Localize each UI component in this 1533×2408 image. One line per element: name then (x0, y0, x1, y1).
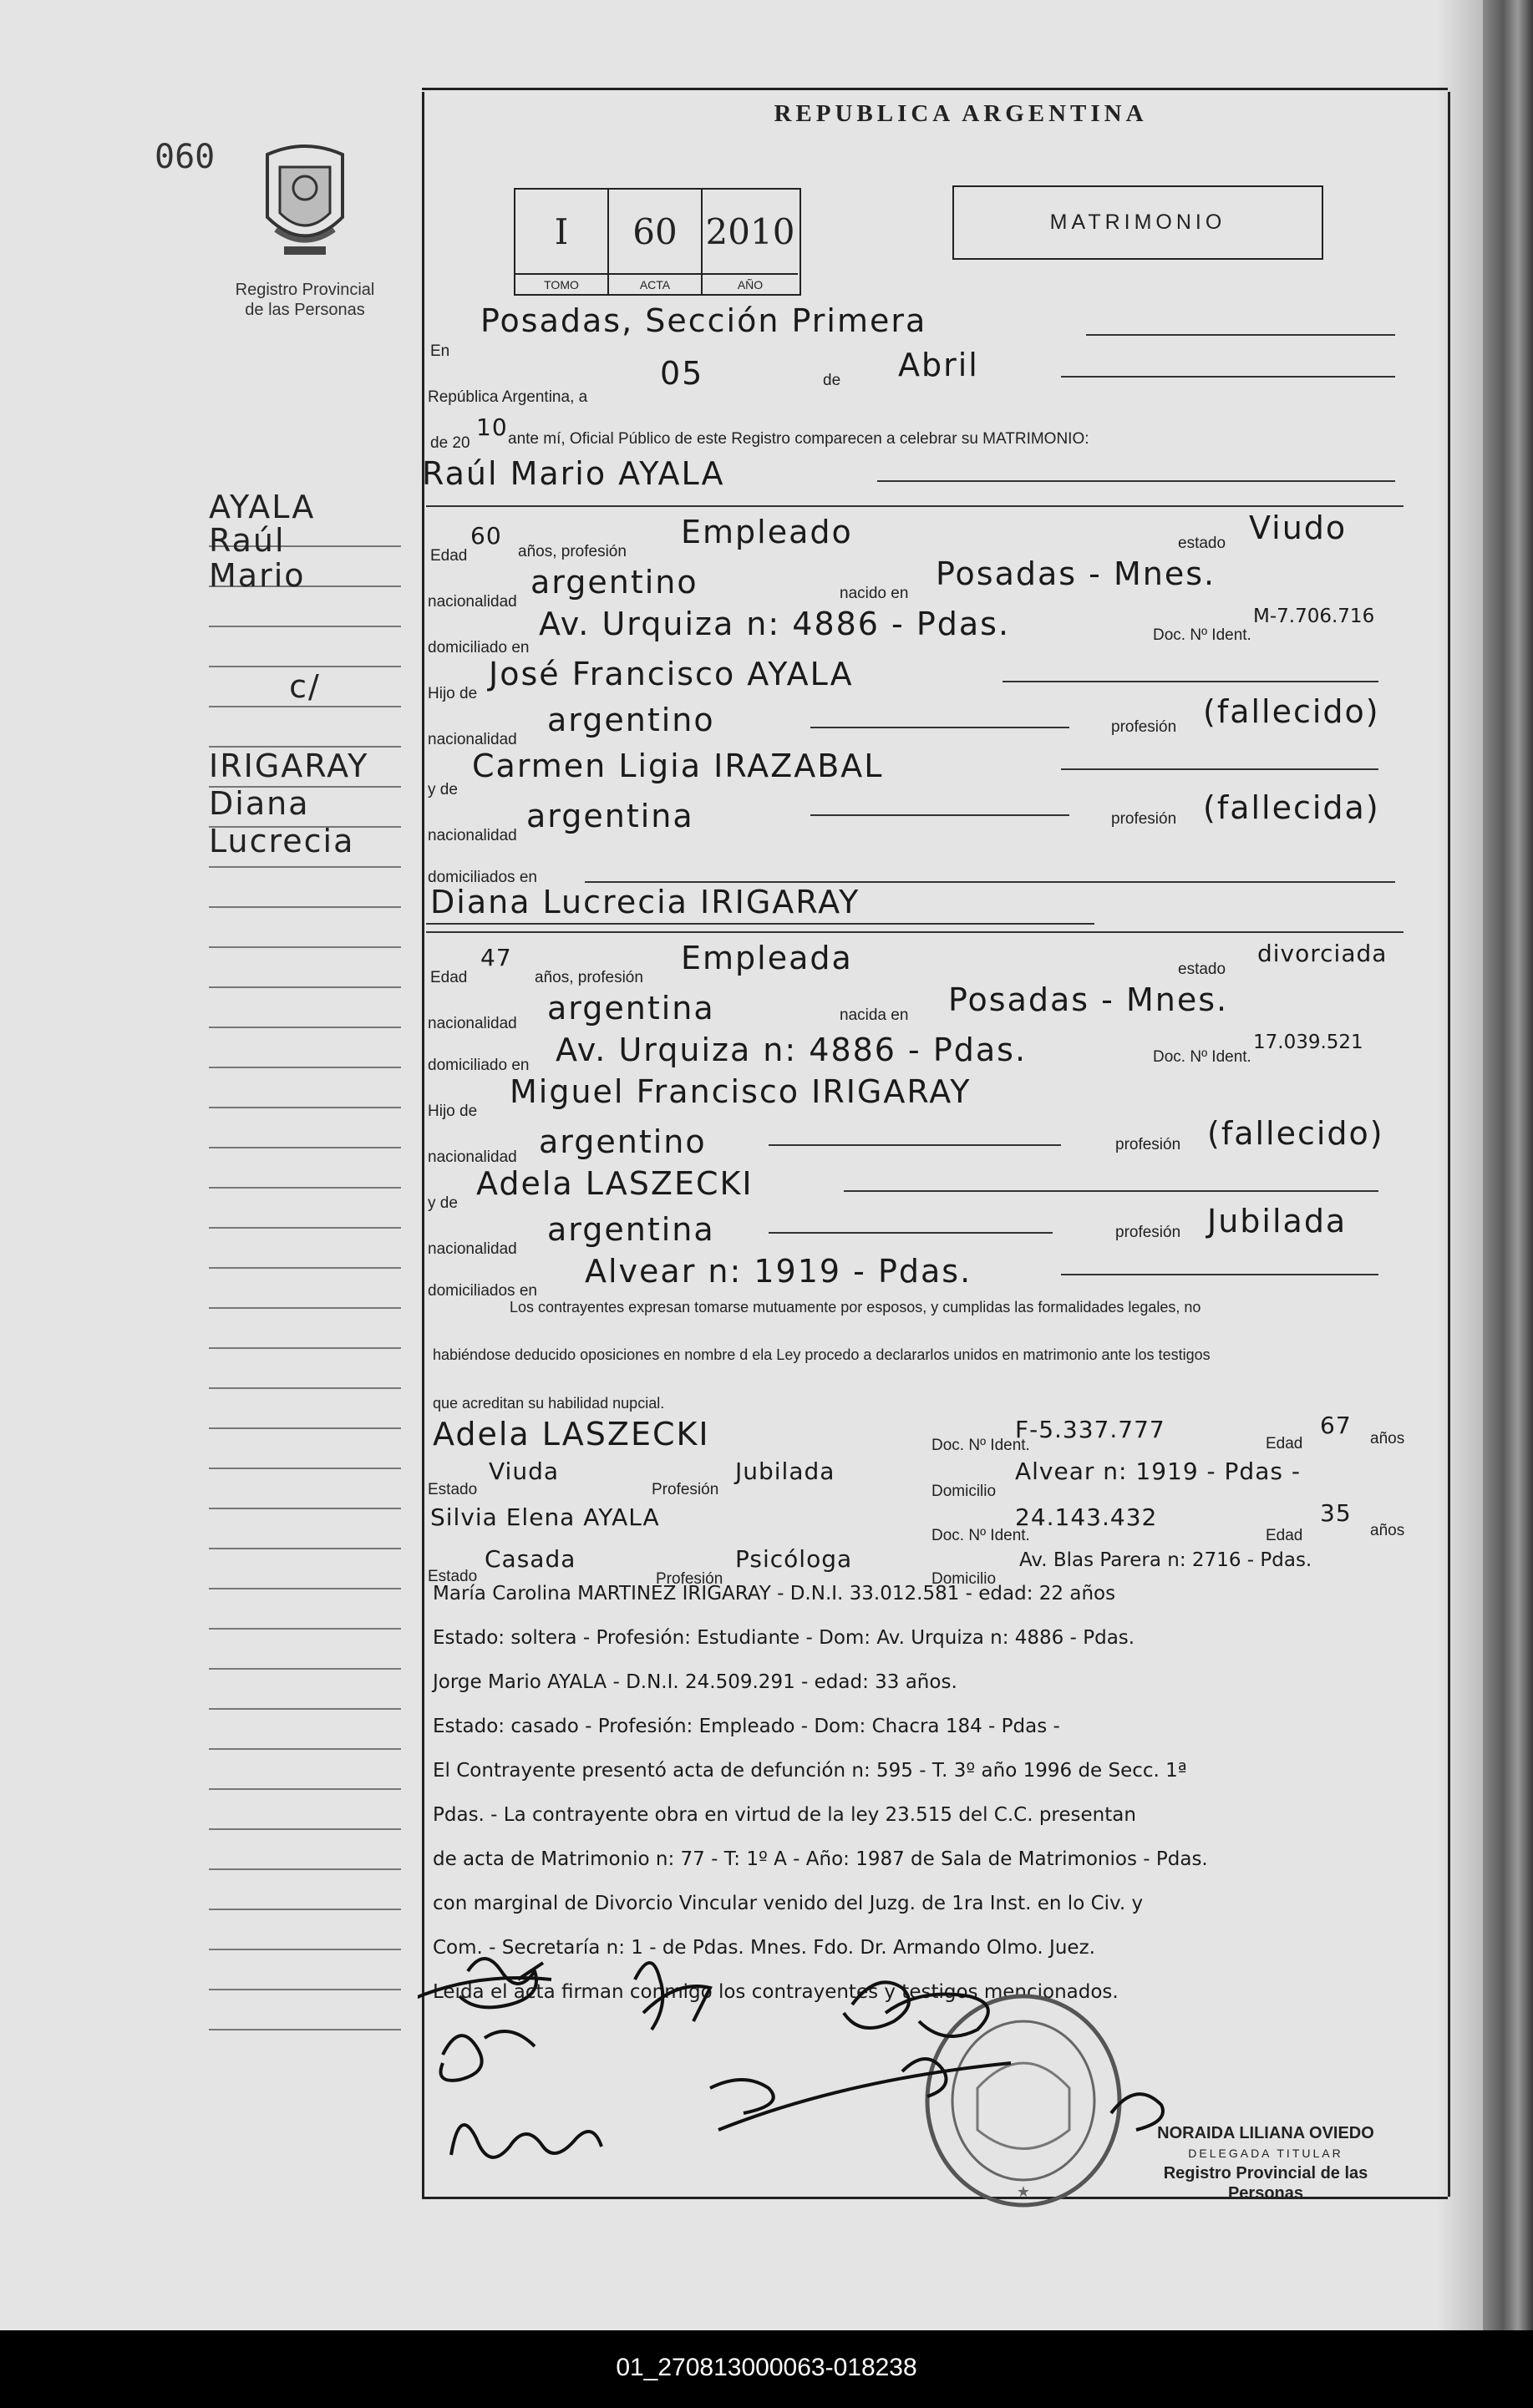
bride-address: Av. Urquiza n: 4886 - Pdas. (556, 1032, 1028, 1068)
groom-estado: Viudo (1249, 509, 1348, 546)
groom-estado-label: estado (1178, 535, 1226, 552)
registry-line-1: Registro Provincial (235, 281, 375, 299)
republica-label: República Argentina, a (428, 388, 588, 406)
declaration-line-2: habiéndose deducido oposiciones en nombre d ela Ley procedo a declararlos unidos en matrimonio ante los testigos (433, 1346, 1211, 1363)
witness-2-prof-label: Profesión (656, 1570, 723, 1588)
bride-father-prof: (fallecido) (1207, 1115, 1384, 1152)
margin-ruled-line (209, 1147, 401, 1148)
bride-birthplace: Posadas - Mnes. (948, 981, 1229, 1018)
handwritten-note-line: Pdas. - La contrayente obra en virtud de la ley 23.515 del C.C. presentan (433, 1804, 1136, 1826)
form-field-line (810, 814, 1069, 816)
folio-number: 060 (155, 138, 216, 176)
bride-mother: Adela LASZECKI (476, 1165, 754, 1202)
groom-address: Av. Urquiza n: 4886 - Pdas. (539, 606, 1011, 642)
form-field-line (1003, 681, 1378, 682)
witness-1-estado-label: Estado (428, 1481, 478, 1498)
groom-hijo-label: Hijo de (428, 685, 478, 702)
witness-1-estado: Viuda (489, 1457, 559, 1485)
form-field-line (1061, 768, 1378, 770)
witness-2-estado: Casada (485, 1545, 576, 1573)
witness-1-name: Adela LASZECKI (433, 1416, 710, 1452)
form-field-line (426, 931, 1404, 933)
margin-ruled-line (209, 866, 401, 868)
margin-ruled-line (209, 1468, 401, 1469)
bride-doc: 17.039.521 (1253, 1032, 1363, 1053)
margin-note-line: c/ (289, 668, 321, 705)
groom-age: 60 (470, 522, 502, 550)
bride-father: Miguel Francisco IRIGARAY (510, 1073, 972, 1110)
top-rule (422, 88, 1448, 90)
handwritten-note-line: Leída el acta firman conmigo los contrayentes y testigos mencionados. (433, 1981, 1119, 2003)
margin-note-line: Mario (209, 557, 306, 594)
witness-1-dom-label: Domicilio (931, 1483, 997, 1500)
bride-father-prof-label: profesión (1115, 1136, 1181, 1153)
bride-doc-label: Doc. Nº Ident. (1153, 1048, 1251, 1066)
groom-mother-nat: argentina (526, 798, 694, 834)
groom-mother-nac-label: nacionalidad (428, 827, 517, 844)
bride-dom-label: domiciliado en (428, 1057, 530, 1074)
handwritten-note-line: Estado: soltera - Profesión: Estudiante - Dom: Av. Urquiza n: 4886 - Pdas. (433, 1627, 1135, 1649)
registry-name (201, 280, 409, 320)
margin-note-line: IRIGARAY (209, 748, 369, 784)
margin-ruled-line (209, 1949, 401, 1950)
day-value: 05 (660, 355, 704, 392)
official-title: DELEGADA TITULAR (1188, 2147, 1343, 2160)
margin-ruled-line (209, 946, 401, 948)
margin-ruled-line (209, 1267, 401, 1269)
margin-ruled-line (209, 986, 401, 988)
form-field-line (426, 505, 1404, 507)
margin-ruled-line (209, 666, 401, 667)
bride-nationality: argentina (547, 990, 715, 1027)
margin-ruled-line (209, 1748, 401, 1750)
witness-2-edad-label: Edad (1266, 1527, 1303, 1544)
margin-note-line: Lucrecia (209, 823, 355, 859)
margin-ruled-line (209, 1909, 401, 1910)
handwritten-note-line: de acta de Matrimonio n: 77 - T: 1º A - Año: 1987 de Sala de Matrimonios - Pdas. (433, 1848, 1208, 1870)
de-label: de (823, 372, 841, 389)
margin-ruled-line (209, 1187, 401, 1189)
year-prefix-label: de 20 (430, 434, 470, 452)
bride-estado: divorciada (1257, 940, 1388, 967)
groom-nationality: argentino (530, 564, 698, 601)
bride-mother-prof: Jubilada (1207, 1203, 1348, 1239)
bride-mother-prof-label: profesión (1115, 1224, 1181, 1241)
groom-edad-label: Edad (430, 547, 468, 565)
place-value: Posadas, Sección Primera (480, 302, 927, 339)
acta-label: ACTA (609, 273, 703, 294)
official-name: NORAIDA LILIANA OVIEDO (1157, 2124, 1374, 2142)
witness-2-doc-label: Doc. Nº Ident. (931, 1527, 1030, 1544)
margin-ruled-line (209, 1387, 401, 1389)
margin-note-line: Diana (209, 785, 310, 822)
groom-profession: Empleado (681, 514, 853, 550)
groom-nacido-label: nacido en (840, 585, 909, 602)
form-field-line (769, 1232, 1053, 1234)
bride-mother-nat: argentina (547, 1211, 715, 1248)
tomo-value: I (515, 190, 609, 273)
handwritten-note-line: El Contrayente presentó acta de defunción n: 595 - T. 3º año 1996 de Secc. 1ª (433, 1760, 1187, 1782)
margin-ruled-line (209, 1788, 401, 1790)
bride-hijo-label: Hijo de (428, 1103, 478, 1120)
anio-value: 2010 (705, 210, 795, 252)
margin-ruled-line (209, 1989, 401, 1990)
bride-father-nac-label: nacionalidad (428, 1148, 517, 1166)
margin-ruled-line (209, 1548, 401, 1549)
oath-text: ante mí, Oficial Público de este Registro comparecen a celebrar su MATRIMONIO: (508, 430, 1089, 448)
province-crest-icon (251, 138, 359, 263)
bride-yde-label: y de (428, 1194, 458, 1212)
bride-age: 47 (480, 944, 512, 971)
declaration-line-3: que acreditan su habilidad nupcial. (433, 1395, 665, 1412)
bride-edad-label: Edad (430, 969, 468, 986)
groom-birthplace: Posadas - Mnes. (936, 555, 1216, 592)
witness-1-age: 67 (1320, 1412, 1352, 1439)
bride-nac-label: nacionalidad (428, 1015, 517, 1032)
bride-nacida-label: nacida en (840, 1006, 909, 1024)
witness-2-doc: 24.143.432 (1015, 1503, 1158, 1531)
margin-ruled-line (209, 1227, 401, 1229)
witness-2-estado-label: Estado (428, 1568, 478, 1585)
groom-nac-label: nacionalidad (428, 593, 517, 611)
form-field-line (877, 480, 1395, 482)
book-binding (1483, 0, 1533, 2330)
margin-ruled-line (209, 1708, 401, 1710)
country-heading: REPUBLICA ARGENTINA (774, 100, 1148, 127)
witness-1-prof-label: Profesión (652, 1481, 719, 1498)
groom-mother: Carmen Ligia IRAZABAL (472, 748, 884, 784)
margin-ruled-line (209, 1508, 401, 1509)
groom-father-prof: (fallecido) (1203, 693, 1380, 730)
form-field-line (1086, 334, 1395, 336)
anio-label: AÑO (703, 273, 798, 294)
official-stamp (1124, 2123, 1408, 2203)
groom-mother-prof: (fallecida) (1203, 789, 1380, 826)
margin-ruled-line (209, 1828, 401, 1830)
bride-estado-label: estado (1178, 961, 1226, 978)
tomo-label: TOMO (515, 273, 609, 294)
witness-1-dom: Alvear n: 1919 - Pdas - (1015, 1457, 1301, 1485)
groom-father-prof-label: profesión (1111, 718, 1177, 736)
handwritten-note-line: María Carolina MARTINEZ IRIGARAY - D.N.I. 33.012.581 - edad: 22 años (433, 1583, 1116, 1604)
groom-name: Raúl Mario AYALA (422, 455, 725, 492)
official-office: Registro Provincial de las Personas (1163, 2164, 1368, 2203)
witness-2-dom: Av. Blas Parera n: 2716 - Pdas. (1019, 1549, 1312, 1571)
handwritten-note-line: Jorge Mario AYALA - D.N.I. 24.509.291 - edad: 33 años. (433, 1671, 957, 1693)
groom-doc-label: Doc. Nº Ident. (1153, 626, 1251, 644)
margin-ruled-line (209, 1307, 401, 1309)
bride-parents-address: Alvear n: 1919 - Pdas. (585, 1253, 972, 1290)
margin-ruled-line (209, 706, 401, 707)
en-label: En (430, 342, 450, 360)
margin-ruled-line (209, 1868, 401, 1870)
groom-doc: M-7.706.716 (1253, 606, 1375, 627)
year-suffix-value: 10 (476, 413, 508, 441)
witness-2-name: Silvia Elena AYALA (430, 1503, 660, 1531)
groom-yde-label: y de (428, 781, 458, 798)
margin-ruled-line (209, 1668, 401, 1670)
bride-domiciliados-label: domiciliados en (428, 1282, 537, 1300)
witness-2-age: 35 (1320, 1499, 1352, 1527)
svg-text:★: ★ (1016, 2183, 1031, 2200)
form-field-line (844, 1190, 1378, 1192)
margin-ruled-line (209, 1027, 401, 1028)
groom-mother-prof-label: profesión (1111, 810, 1177, 828)
handwritten-note-line: Com. - Secretaría n: 1 - de Pdas. Mnes. Fdo. Dr. Armando Olmo. Juez. (433, 1937, 1095, 1959)
bride-profession: Empleada (681, 940, 853, 976)
margin-ruled-line (209, 1628, 401, 1630)
groom-father-nac-label: nacionalidad (428, 731, 517, 748)
handwritten-note-line: Estado: casado - Profesión: Empleado - Dom: Chacra 184 - Pdas - (433, 1716, 1060, 1737)
registry-line-2: de las Personas (245, 301, 365, 319)
margin-ruled-line (209, 1427, 401, 1429)
margin-note-line: AYALA (209, 489, 316, 525)
witness-2-anos-label: años (1370, 1522, 1405, 1539)
witness-1-doc-label: Doc. Nº Ident. (931, 1437, 1030, 1454)
volume-number-box (514, 188, 801, 296)
margin-ruled-line (209, 906, 401, 908)
bride-profesion-label: años, profesión (535, 969, 643, 986)
margin-ruled-line (209, 1107, 401, 1108)
margin-ruled-line (209, 1067, 401, 1068)
margin-ruled-line (209, 1588, 401, 1589)
declaration-line-1: Los contrayentes expresan tomarse mutuamente por esposos, y cumplidas las formalidades legales, no (510, 1299, 1201, 1316)
bride-name: Diana Lucrecia IRIGARAY (430, 884, 860, 920)
form-field-line (1061, 376, 1395, 378)
margin-note-line: Raúl (209, 522, 286, 559)
groom-father-nat: argentino (547, 702, 715, 738)
margin-ruled-line (209, 626, 401, 627)
form-field-line (810, 727, 1069, 728)
signatures-icon (418, 1946, 1170, 2213)
witness-1-anos-label: años (1370, 1430, 1405, 1447)
margin-ruled-line (209, 2029, 401, 2030)
form-field-line (1061, 1274, 1378, 1275)
margin-ruled-line (209, 1347, 401, 1349)
witness-1-doc: F-5.337.777 (1015, 1416, 1165, 1443)
witness-1-edad-label: Edad (1266, 1435, 1303, 1452)
handwritten-note-line: con marginal de Divorcio Vincular venido del Juzg. de 1ra Inst. en lo Civ. y (433, 1893, 1144, 1914)
act-type-box: MATRIMONIO (952, 185, 1323, 260)
groom-profesion-label: años, profesión (518, 543, 627, 560)
form-field-line (426, 923, 1094, 925)
witness-2-prof: Psicóloga (735, 1545, 853, 1573)
groom-domiciliados-label: domiciliados en (428, 869, 537, 886)
groom-dom-label: domiciliado en (428, 639, 530, 656)
bride-father-nat: argentino (539, 1123, 707, 1160)
form-field-line (769, 1144, 1061, 1146)
acta-value: 60 (609, 190, 703, 273)
month-value: Abril (898, 347, 979, 383)
witness-1-prof: Jubilada (735, 1457, 835, 1485)
form-field-line (585, 881, 1395, 883)
bride-mother-nac-label: nacionalidad (428, 1240, 517, 1258)
groom-father: José Francisco AYALA (489, 656, 854, 692)
witness-2-dom-label: Domicilio (931, 1570, 997, 1588)
image-caption: 01_270813000063-018238 (616, 2354, 917, 2381)
